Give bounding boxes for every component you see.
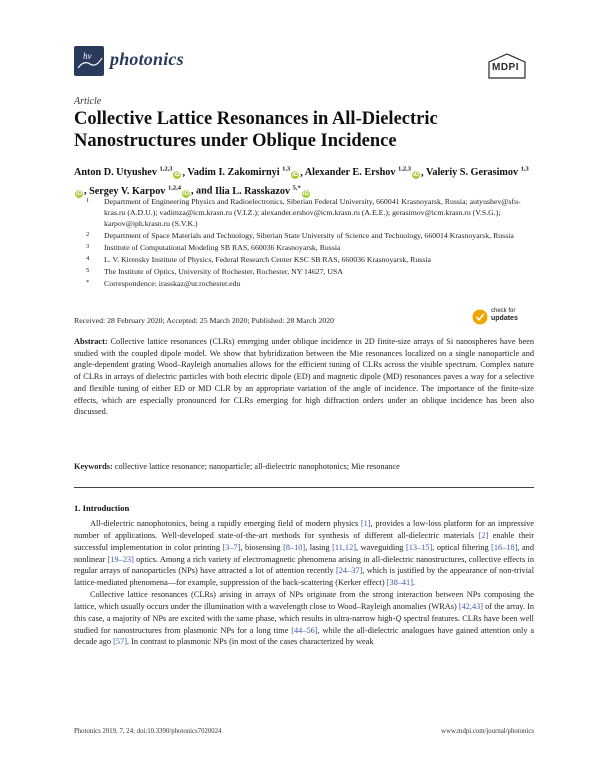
- citation-link[interactable]: [13–15]: [405, 542, 433, 552]
- affiliation-number: 4: [86, 255, 90, 262]
- citation-link[interactable]: [3–7]: [222, 542, 241, 552]
- paper-title: Collective Lattice Resonances in All-Dielectric Nanostructures under Oblique Incidence: [74, 109, 438, 151]
- footer-citation: [74, 728, 221, 735]
- citation-link[interactable]: [11,12]: [332, 542, 356, 552]
- orcid-icon[interactable]: iD: [413, 172, 420, 179]
- orcid-icon[interactable]: iD: [76, 190, 82, 197]
- author-name: Anton D. Utyushev: [74, 167, 160, 179]
- author-affil-sup: 1,3: [520, 166, 529, 173]
- author: [187, 167, 300, 178]
- footer-citation-text: Photonics 2019, 7, 24; doi:10.3390/photonics7020024: [74, 728, 222, 735]
- author-affil-sup: 1,2,4: [167, 184, 181, 192]
- check-line2: updates: [491, 315, 518, 322]
- affiliation-number: 1: [86, 197, 90, 204]
- italic-symbol: Q: [395, 613, 402, 623]
- check-line1: check for: [491, 308, 516, 314]
- affiliation-number: 5: [86, 267, 90, 274]
- citation-link[interactable]: [1]: [360, 519, 371, 528]
- citation-link[interactable]: [44–56]: [291, 625, 318, 635]
- section-title: 1. Introduction: [74, 503, 130, 513]
- journal-logo-icon: [74, 46, 104, 76]
- divider: [74, 487, 534, 488]
- author-affil-sup: 1,2,3: [159, 166, 173, 173]
- affiliation-text: L. V. Kirensky Institute of Physics, Federal Research Center KSC SB RAS, 660036 Krasnoyarsk, Russia: [104, 255, 431, 264]
- affiliation-text: Institute of Computational Modeling SB RAS, 660036 Krasnoyarsk, Russia: [104, 243, 341, 252]
- affiliation-item: [86, 196, 536, 229]
- article-type: Article: [74, 96, 102, 107]
- abstract-label: Abstract:: [74, 337, 108, 346]
- author-affil-sup: 5,*: [292, 184, 301, 192]
- affiliation-item: [86, 266, 536, 277]
- check-for-updates-label[interactable]: [491, 308, 518, 323]
- affiliation-item: [86, 254, 536, 265]
- keywords-text: collective lattice resonance; nanoparticle; all-dielectric nanophotonics; Mie resonance: [114, 462, 400, 471]
- affiliation-number: *: [86, 279, 90, 286]
- publisher-name: MDPI: [492, 62, 519, 73]
- citation-link[interactable]: [57]: [113, 637, 127, 647]
- author-list: Anton D. Utyushev $^{1,2,3}$iD , Vadim I. Zakomirnyi $^{1,3}$iD , Alexander E. Ershov $^{1,2,3}$iD , Valeriy S. Gerasimov $^{1,3}$iD , Sergey V. Karpov $^{1,2,4}$iD , and Ilia L. Rasskazov $^{5,*}$iD: [74, 166, 529, 197]
- citation-link[interactable]: [38–41]: [386, 578, 413, 588]
- author-name: Ilia L. Rasskazov: [215, 185, 293, 197]
- author-name: Valeriy S. Gerasimov: [425, 167, 521, 179]
- body-paragraph: All-dielectric nanophotonics, being a rapidly emerging field of modern physics [1], provides a low-loss platform for an impressive number of applications. Well-developed state-of-the-art methods for synthesis of different all-dielectric materials [2] enable their successful implementation in color printing [3–7], biosensing [8–10], lasing [11,12], waveguiding [13–15], optical filtering [16–18], and nonlinear [19–23] optics. Among a rich variety of electromagnetic phenomena arising in all-dielectric nanostructures, collective effects in regular arrays of nanoparticles (NPs) have attracted a lot of attention recently [24–37], which is justified by the appearance of non-trivial lattice-mediated phenomena—for example, suppression of the back-scattering (Kerker effect) [38–41].: [74, 519, 534, 588]
- footer-url[interactable]: www.mdpi.com/journal/photonics: [441, 728, 534, 735]
- author-affil-sup: 1,2,3: [398, 166, 412, 173]
- citation-link[interactable]: [24–37]: [336, 566, 363, 576]
- affiliation-text: Correspondence: irasskaz@ur.rochester.edu: [104, 279, 241, 288]
- journal-logo-text: hv: [83, 51, 92, 61]
- keywords: [74, 461, 534, 472]
- affiliation-text: Department of Space Materials and Technology, Siberian State University of Science and Technology, 660014 Krasnoyarsk, Russia: [104, 231, 514, 240]
- affiliation-text: Department of Engineering Physics and Radioelectronics, Siberian Federal University, 660041 Krasnoyarsk, Russia; autyushev@sfu-kras.ru (A.D.U.); vadimza@icm.krasn.ru (V.I.Z.); alexander.ershov@icm.krasn.ru (A.E.E.); gerasimov@icm.krasn.ru (V.S.G.); karpov@iph.krasn.ru (S.V.K.): [104, 197, 521, 228]
- citation-link[interactable]: [42,43]: [458, 601, 484, 611]
- keywords-label: Keywords:: [74, 462, 113, 471]
- affiliation-number: 3: [86, 243, 90, 250]
- orcid-icon[interactable]: iD: [292, 172, 299, 179]
- author: [305, 167, 421, 178]
- affiliation-text: The Institute of Optics, University of Rochester, Rochester, NY 14627, USA: [104, 267, 344, 276]
- body-paragraph: Collective lattice resonances (CLRs) arising in arrays of NPs originate from the strong interaction between NPs composing the lattice, which usually occurs under the illumination with a wavelength close to Wood–Rayleigh anomalies (WRAs) [42,43] of the array. In this case, a majority of NPs are excited with the same phase, which results in ultra-narrow high-Q spectral features. CLRs have been well studied for nanostructures from plasmonic NPs for a long time [44–56], while the all-dielectric analogues have gained attention only a decade ago [57]. In contrast to plasmonic NPs (in most of the cases characterized by weak: [74, 590, 535, 647]
- journal-name: photonics: [110, 49, 184, 69]
- orcid-icon[interactable]: iD: [174, 172, 181, 179]
- author-name: Alexander E. Ershov: [304, 167, 399, 179]
- author: [74, 167, 182, 178]
- affiliation-number: 2: [86, 231, 90, 238]
- citation-link[interactable]: [16–18]: [491, 542, 518, 552]
- orcid-icon[interactable]: iD: [182, 190, 189, 197]
- abstract-text: Collective lattice resonances (CLRs) emerging under oblique incidence in 2D finite-size arrays of Si nanospheres have been studied with the coupled dipole model. We show that hybridization between the Mie resonances localized on a single nanoparticle and angle-dependent grating Wood–Rayleigh anomalies allows for the efficient tuning of CLRs across the visible spectrum. Complex nature of CLRs in arrays of dielectric particles with both electric dipole (ED) and magnetic dipole (MD) resonances paves a way for a selective and flexible tuning of either ED or MD CLR by an appropriate variation of the angle of incidence. The importance of the finite-size effects, which are especially pronounced for CLRs emerging for high diffraction orders under an oblique incidence has been also discussed.: [74, 337, 534, 417]
- citation-link[interactable]: [19–23]: [107, 554, 134, 564]
- citation-link[interactable]: [2]: [478, 530, 489, 540]
- author-name: Vadim I. Zakomirnyi: [187, 167, 283, 179]
- affiliation-item: [86, 242, 536, 253]
- dates-line: Received: 28 February 2020; Accepted: 25 March 2020; Published: 28 March 2020: [74, 316, 335, 325]
- orcid-icon[interactable]: iD: [302, 190, 309, 197]
- affiliation-item: [86, 278, 536, 289]
- citation-link[interactable]: [8–10]: [283, 542, 306, 552]
- abstract: [74, 336, 534, 418]
- author-affil-sup: 1,3: [282, 166, 291, 173]
- body-text: [74, 518, 534, 648]
- author-name: Sergey V. Karpov: [89, 185, 168, 197]
- affiliation-item: [86, 230, 536, 241]
- affiliation-list: [86, 196, 536, 290]
